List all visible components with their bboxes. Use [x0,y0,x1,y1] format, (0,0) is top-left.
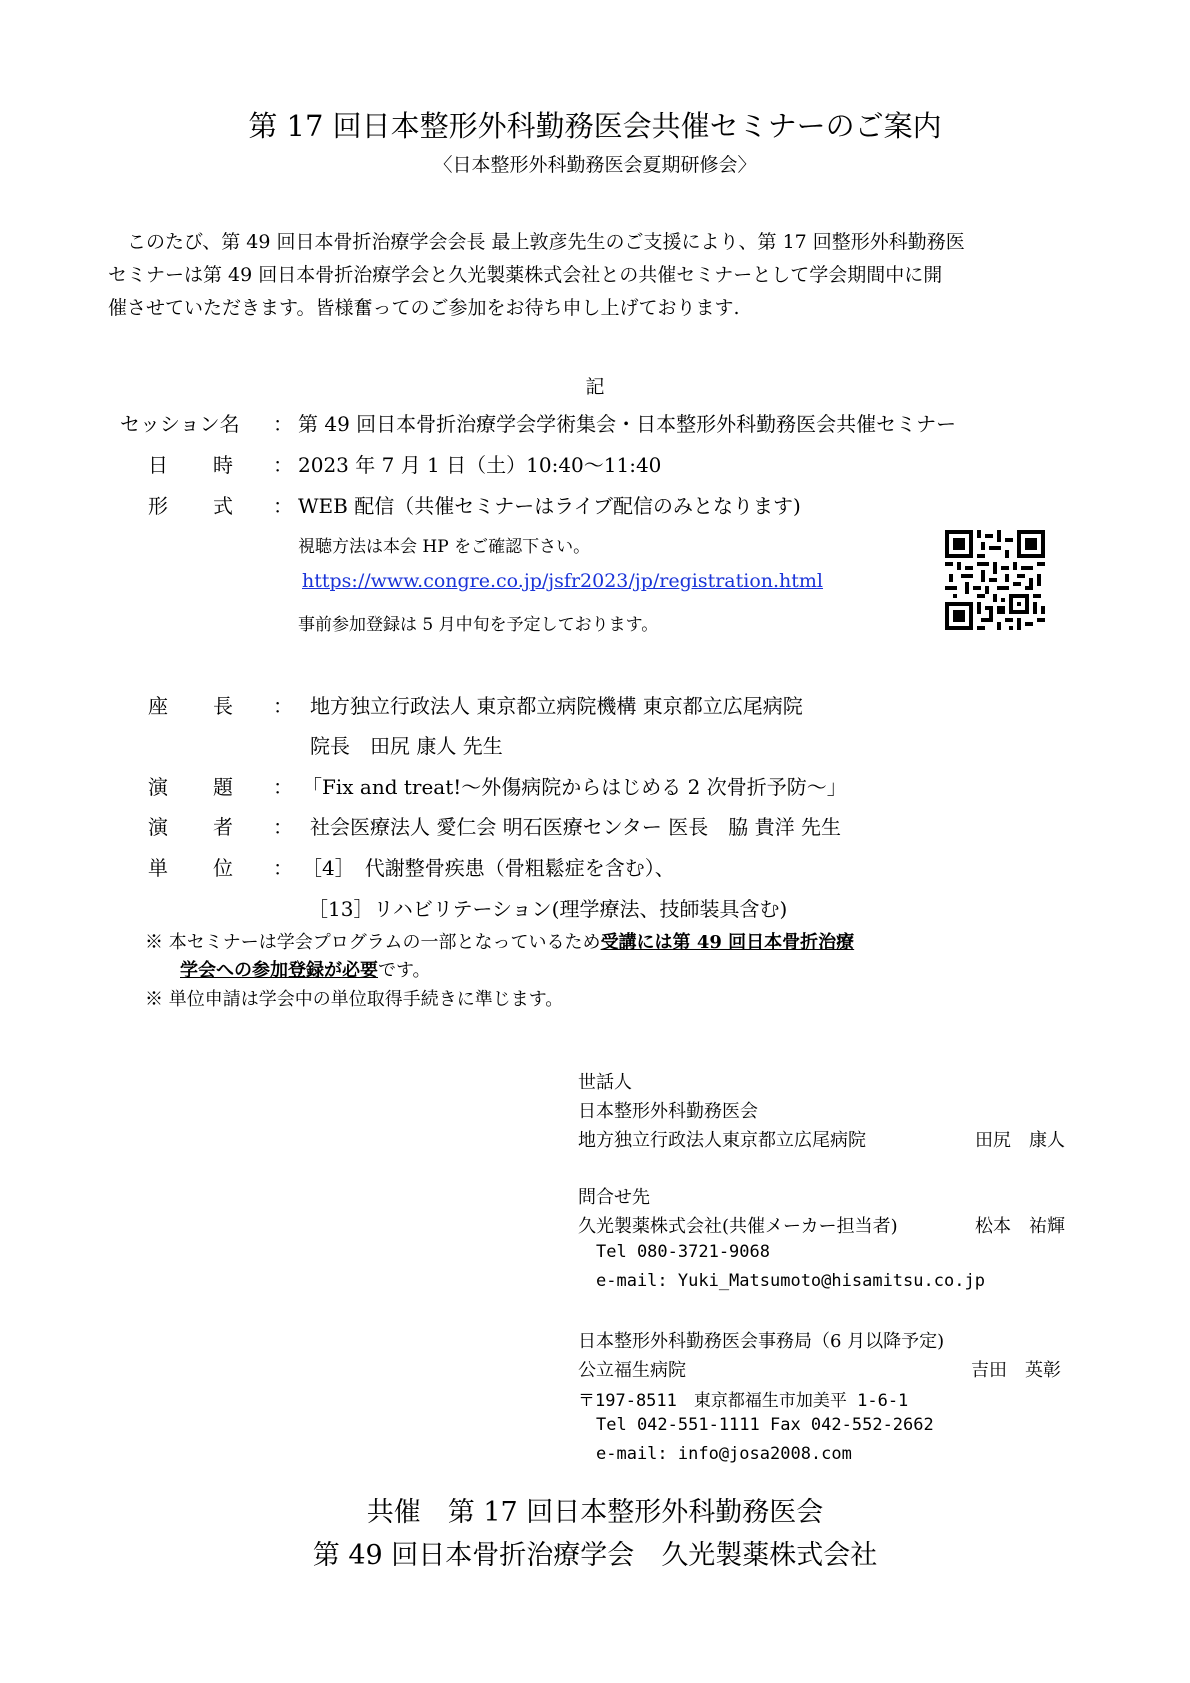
chair-label-text: 座長 [148,694,278,718]
organizer-hospital: 地方独立行政法人東京都立広尾病院 [578,1130,866,1151]
organizer-label: 世話人 [578,1072,632,1093]
separator: ： [273,815,293,839]
contact-company: 久光製薬株式会社(共催メーカー担当者) [578,1216,898,1237]
note-1-cont [180,956,431,982]
footer-line-1: 共催 第 17 回日本整形外科勤務医会 [366,1497,824,1528]
intro-line-3: 催させていただきます。皆様奮ってのご参加をお待ち申し上げております. [108,297,740,319]
unit-label-text: 単位 [148,856,278,880]
ki-heading: 記 [585,376,605,398]
contact-email[interactable]: e-mail: Yuki_Matsumoto@hisamitsu.co.jp [596,1271,985,1291]
office-tel: Tel 042-551-1111 Fax 042-552-2662 [596,1415,934,1435]
contact-name: 松本 祐輝 [975,1216,1065,1237]
page-subtitle: 〈日本整形外科勤務医会夏期研修会〉 [433,154,757,176]
separator: ： [273,453,293,477]
intro-line-2: セミナーは第 49 回日本骨折治療学会と久光製薬株式会社との共催セミナーとして学会期間中に開 [108,264,943,286]
format-value: WEB 配信（共催セミナーはライブ配信のみとなります) [298,494,801,518]
separator: ： [273,694,293,718]
unit-label [148,852,278,881]
office-email[interactable]: e-mail: info@josa2008.com [596,1444,852,1464]
topic-label-text: 演題 [148,775,278,799]
registration-note: 事前参加登録は 5 月中旬を予定しております。 [298,615,659,635]
speaker-label [148,811,278,840]
office-name: 吉田 英彰 [971,1360,1061,1381]
note-1-emphasis: 受講には第 49 回日本骨折治療 [600,932,855,953]
topic-label [148,771,278,800]
office-hospital: 公立福生病院 [578,1360,686,1381]
organizer-org: 日本整形外科勤務医会 [578,1101,758,1122]
topic-value: 「Fix and treat!〜外傷病院からはじめる 2 次骨折予防〜」 [302,775,847,799]
contact-label: 問合せ先 [578,1187,650,1208]
chair-row [120,690,803,719]
unit-row [120,852,675,881]
contact-tel: Tel 080-3721-9068 [596,1242,770,1262]
note-2-text: 単位申請は学会中の単位取得手続きに準じます。 [168,989,564,1010]
separator: ： [273,775,293,799]
separator: ： [273,412,293,436]
date-label-text: 日時 [148,453,278,477]
chair-value: 地方独立行政法人 東京都立病院機構 東京都立広尾病院 [310,694,803,718]
chair-value-2: 院長 田尻 康人 先生 [310,734,503,758]
view-note: 視聴方法は本会 HP をご確認下さい。 [298,537,591,557]
session-label: セッション名 [120,412,240,436]
separator: ： [273,856,293,880]
office-label: 日本整形外科勤務医会事務局（6 月以降予定) [578,1331,945,1352]
session-value: 第 49 回日本骨折治療学会学術集会・日本整形外科勤務医会共催セミナー [298,412,957,436]
note-2 [145,985,563,1011]
speaker-label-text: 演者 [148,815,278,839]
intro-paragraph [108,226,1092,325]
chair-label [148,690,278,719]
speaker-row [120,811,841,840]
qr-code [945,530,1045,630]
unit-value-1: ［4］ 代謝整骨疾患（骨粗鬆症を含む）、 [302,856,675,880]
date-label [148,449,278,478]
date-row [120,449,661,478]
note-1-emphasis-2: 学会への参加登録が必要 [180,960,378,981]
note-1 [145,928,854,954]
format-row [120,490,801,519]
registration-link[interactable]: https://www.congre.co.jp/jsfr2023/jp/registration.html [302,570,824,592]
format-label [148,490,278,519]
office-address: 〒197-8511 東京都福生市加美平 1-6-1 [578,1391,909,1411]
intro-line-1: このたび、第 49 回日本骨折治療学会会長 最上敦彦先生のご支援により、第 17 回整形外科勤務医 [108,231,965,253]
note-1-end: です。 [378,960,431,981]
note-mark: ※ [145,932,163,953]
format-label-text: 形式 [148,494,278,518]
note-1-text: 本セミナーは学会プログラムの一部となっているため [168,932,601,953]
speaker-value: 社会医療法人 愛仁会 明石医療センター 医長 脇 貴洋 先生 [310,815,841,839]
note-mark: ※ [145,989,163,1010]
unit-value-2: ［13］リハビリテーション(理学療法、技師装具含む) [308,897,788,921]
organizer-name: 田尻 康人 [975,1130,1065,1151]
footer-line-2: 第 49 回日本骨折治療学会 久光製薬株式会社 [312,1540,878,1571]
session-row [120,408,956,437]
date-value: 2023 年 7 月 1 日（土）10:40〜11:40 [298,453,662,477]
page-title: 第 17 回日本整形外科勤務医会共催セミナーのご案内 [248,109,942,143]
separator: ： [273,494,293,518]
topic-row [120,771,847,800]
